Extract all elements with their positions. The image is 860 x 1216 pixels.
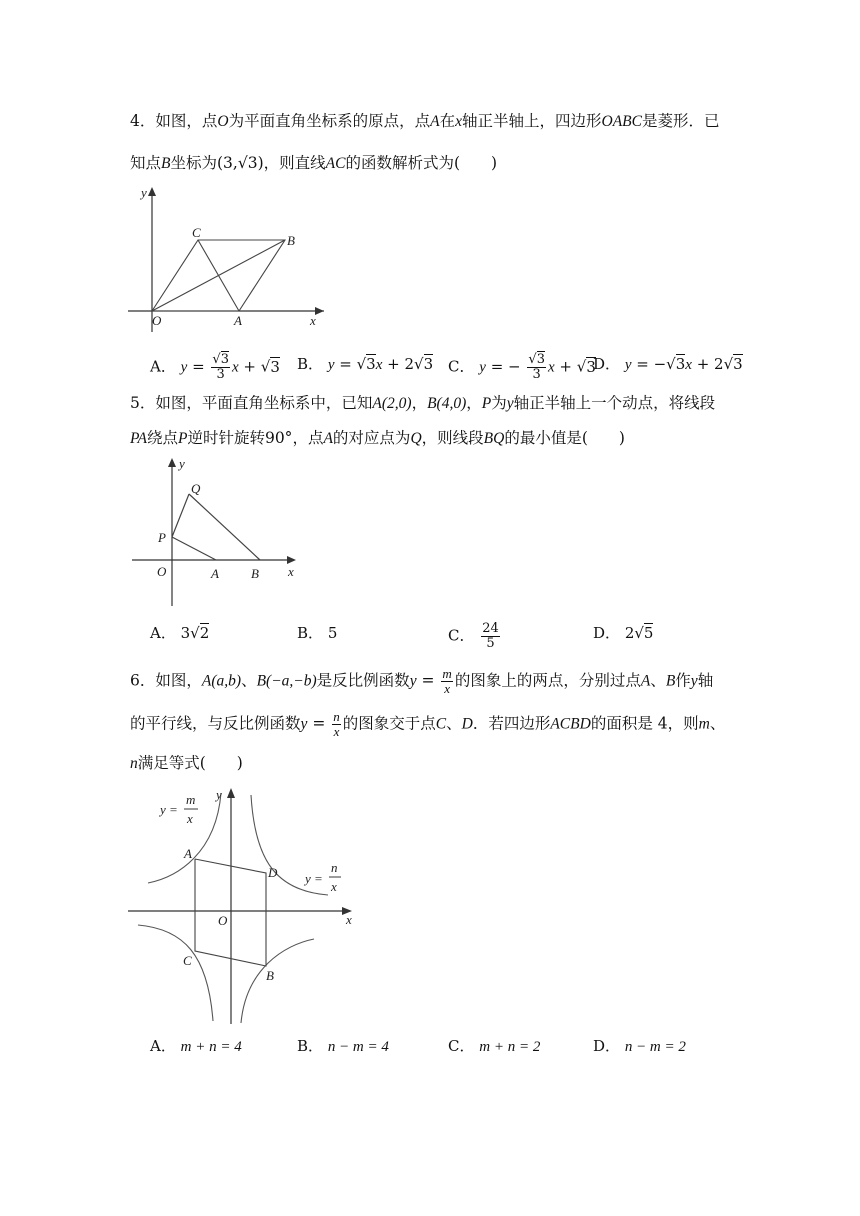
q4-text: 坐标为 xyxy=(170,154,217,172)
q4-var-O: O xyxy=(217,113,229,130)
q5-text: ，点 xyxy=(292,429,324,447)
option-formula: y xyxy=(479,359,486,376)
q5-figure xyxy=(132,455,302,607)
q6-func-m: = xyxy=(416,671,440,690)
q6-func-m: y xyxy=(409,672,417,690)
q5-var-A: A xyxy=(323,430,333,447)
q4-option-b[interactable] xyxy=(297,353,433,376)
q6-fig-label-m-den: x xyxy=(187,811,193,826)
curve-m-q4 xyxy=(241,939,314,1023)
q4-stem-line2 xyxy=(130,152,497,175)
option-formula: x xyxy=(547,359,555,376)
option-formula: x xyxy=(375,357,383,373)
q6-figure xyxy=(128,783,363,1025)
q6-stem-line3 xyxy=(130,752,243,775)
q6-var-C: C xyxy=(435,715,447,733)
q4-stem-line1 xyxy=(130,110,719,133)
q4-fig-x: x xyxy=(310,313,316,328)
option-label: A． xyxy=(150,1037,176,1055)
option-formula: x xyxy=(685,357,692,373)
q6-fig-label-m-y: y = xyxy=(160,802,178,817)
q6-number: 6． xyxy=(130,671,156,690)
q6-fig-B: B xyxy=(266,968,274,983)
q5-fig-x: x xyxy=(288,564,294,579)
option-formula: + √3 xyxy=(554,357,596,376)
q5-var-Q: Q xyxy=(410,430,422,447)
fraction: $\frac{√3}{3}$ xyxy=(212,352,229,382)
option-label: B． xyxy=(297,355,324,373)
q4-fig-A: A xyxy=(234,313,242,328)
q4-text: 知点 xyxy=(130,154,162,172)
option-label: D． xyxy=(593,355,621,373)
option-label: B． xyxy=(297,1037,324,1055)
q5-fig-P: P xyxy=(158,530,166,545)
q5-stem-line1 xyxy=(130,392,715,415)
q4-text: 是菱形．已 xyxy=(641,112,720,130)
q5-fig-B: B xyxy=(251,566,259,581)
q4-var-B: B xyxy=(161,155,171,172)
q5-var-BQ: BQ xyxy=(483,430,505,447)
q6-fig-O: O xyxy=(218,913,228,928)
q5-var-P: P xyxy=(177,430,188,447)
q6-fig-label-n-num: n xyxy=(331,860,338,875)
option-formula: y xyxy=(327,357,335,373)
q6-var-y: y xyxy=(690,672,698,690)
q5-text: 绕点 xyxy=(146,429,178,447)
option-formula: y xyxy=(624,357,632,373)
q6-stem-line1 xyxy=(130,667,713,696)
option-formula: + 2√3 xyxy=(691,355,743,373)
q6-option-b[interactable] xyxy=(297,1035,389,1058)
option-formula: n − m = 2 xyxy=(624,1039,686,1055)
q6-var-B: B xyxy=(665,672,676,690)
q4-option-d[interactable] xyxy=(593,353,743,376)
q4-text: 如图，点 xyxy=(155,112,218,130)
q5-text: ，则线段 xyxy=(421,429,484,447)
q5-text: 为 xyxy=(491,394,507,412)
q6-text: 的图象上的两点，分别过点 xyxy=(454,671,641,690)
q5-text: 的最小值是( ) xyxy=(504,429,625,447)
q5-var-P: P xyxy=(481,395,492,412)
q5-option-c[interactable] xyxy=(448,622,502,651)
q4-option-c[interactable] xyxy=(448,353,596,382)
q4-text: 在 xyxy=(439,112,456,130)
q4-fig-O: O xyxy=(152,313,162,328)
q6-fig-x: x xyxy=(346,912,352,927)
q6-text: 的平行线，与反比例函数 xyxy=(130,714,301,733)
q5-option-d[interactable] xyxy=(593,622,653,644)
option-formula: = − xyxy=(485,357,526,376)
option-formula: + 2√3 xyxy=(382,355,434,373)
option-label: C． xyxy=(448,357,475,376)
q6-fig-D: D xyxy=(268,865,278,880)
option-formula: + √3 xyxy=(238,357,280,376)
q5-var-PA: PA xyxy=(130,430,147,447)
q6-var-n: n xyxy=(130,755,138,772)
fraction: $\frac{m}{x}$ xyxy=(442,666,452,696)
q6-stem-line2 xyxy=(130,710,725,739)
q6-var-D: D xyxy=(461,715,473,733)
q4-figure xyxy=(128,183,338,333)
q6-text: 的面积是 4，则 xyxy=(590,714,699,733)
segment-PA xyxy=(172,537,216,560)
q6-text: ．若四边形 xyxy=(472,714,551,733)
q5-stem-line2 xyxy=(130,427,625,450)
q5-text: 如图，平面直角坐标系中，已知 xyxy=(155,394,373,412)
q5-option-b[interactable] xyxy=(297,622,337,644)
q5-fig-O: O xyxy=(157,564,167,579)
q6-option-c[interactable] xyxy=(448,1035,540,1058)
option-formula: 2√5 xyxy=(624,624,654,642)
q6-text: 、 xyxy=(241,671,257,690)
q6-func-n: = xyxy=(307,714,331,733)
option-label: D． xyxy=(593,1037,621,1055)
q6-text: 作 xyxy=(675,671,691,690)
q6-option-a[interactable] xyxy=(150,1035,242,1058)
option-formula: x xyxy=(231,359,239,376)
q6-fig-label-n-y: y = xyxy=(305,871,323,886)
option-formula: 3√2 xyxy=(180,624,210,642)
q4-text: 为平面直角坐标系的原点，点 xyxy=(228,112,431,130)
q6-var-m: m xyxy=(698,715,710,733)
fraction: $\frac{√3}{3}$ xyxy=(528,352,545,382)
q4-fig-B: B xyxy=(287,233,295,248)
q5-text: ， xyxy=(466,394,482,412)
q5-text: 的对应点为 xyxy=(332,429,411,447)
q5-option-a[interactable] xyxy=(150,622,209,644)
option-formula: = −√3 xyxy=(631,355,686,373)
q5-text: ， xyxy=(411,394,428,412)
q4-var-AC: AC xyxy=(325,155,346,172)
q6-var-ACBD: ACBD xyxy=(550,715,591,733)
q6-func-n: y xyxy=(300,715,308,733)
q6-text: 如图， xyxy=(155,671,202,690)
option-label: C． xyxy=(448,1037,475,1055)
q5-point-A: A(2,0) xyxy=(372,395,412,412)
q5-angle: 90° xyxy=(264,429,293,447)
q4-text: ，则直线 xyxy=(263,154,326,172)
option-label: A． xyxy=(150,624,176,642)
curve-m-q2 xyxy=(148,793,221,883)
option-formula: m + n = 4 xyxy=(180,1039,242,1055)
q5-var-y: y xyxy=(506,395,514,412)
q6-fig-label-n-den: x xyxy=(331,879,337,894)
q6-text: 轴 xyxy=(697,671,714,690)
q6-point-B: B(−a,−b) xyxy=(256,672,317,690)
q4-var-x: x xyxy=(455,113,462,130)
curve-n-q3 xyxy=(138,925,213,1021)
fraction: $\frac{n}{x}$ xyxy=(333,709,340,739)
option-formula: 5 xyxy=(327,624,338,642)
q4-number: 4． xyxy=(130,112,156,130)
option-label: B． xyxy=(297,624,324,642)
option-formula: m + n = 2 xyxy=(479,1039,541,1055)
q4-text: 轴正半轴上，四边形 xyxy=(461,112,602,130)
segment-QB xyxy=(189,494,260,560)
q5-number: 5． xyxy=(130,394,156,412)
q4-fig-C: C xyxy=(192,225,201,240)
q6-text: 、 xyxy=(446,714,462,733)
q4-option-a[interactable] xyxy=(150,353,280,382)
q6-text: 是反比例函数 xyxy=(316,671,410,690)
q6-text: 、 xyxy=(650,671,666,690)
q6-fig-label-m-num: m xyxy=(186,792,196,807)
q5-fig-y: y xyxy=(179,456,185,471)
option-label: D． xyxy=(593,624,621,642)
q6-point-A: A(a,b) xyxy=(201,672,242,690)
fraction: $\frac{24}{5}$ xyxy=(482,621,499,651)
option-label: A． xyxy=(150,357,176,376)
segment-PQ xyxy=(172,494,189,537)
q4-fig-y: y xyxy=(141,185,147,200)
option-formula: n − m = 4 xyxy=(327,1039,389,1055)
q6-option-d[interactable] xyxy=(593,1035,686,1058)
option-label: C． xyxy=(448,626,475,645)
q6-text: 满足等式( ) xyxy=(137,754,243,772)
q5-point-B: B(4,0) xyxy=(427,395,467,412)
option-formula: y xyxy=(180,359,188,376)
q6-text: 、 xyxy=(709,714,726,733)
q6-fig-C: C xyxy=(183,953,192,968)
q5-text: 逆时针旋转 xyxy=(187,429,265,447)
q4-coord: (3,√3) xyxy=(217,154,264,172)
q6-var-A: A xyxy=(640,672,651,690)
q5-fig-A: A xyxy=(211,566,219,581)
option-formula: = √3 xyxy=(334,355,376,373)
option-formula: = xyxy=(187,357,210,376)
q4-text: 的函数解析式为( ) xyxy=(345,154,498,172)
q5-text: 轴正半轴上一个动点，将线段 xyxy=(513,394,716,412)
q4-var-A: A xyxy=(430,113,440,130)
q5-fig-Q: Q xyxy=(191,481,201,496)
q6-text: 的图象交于点 xyxy=(342,714,436,733)
q6-fig-y: y xyxy=(216,787,222,802)
q4-var-OABC: OABC xyxy=(601,113,642,130)
diagonal-AC xyxy=(198,240,239,311)
q6-fig-A: A xyxy=(184,846,192,861)
